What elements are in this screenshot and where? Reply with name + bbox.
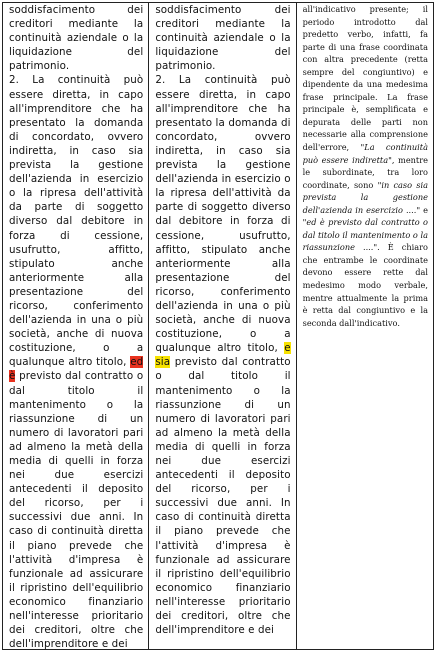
original-text-body — [9, 3, 143, 649]
commentary-quote-first-subordinate: "in caso sia prevista la gestione dell'azienda in esercizio ...." — [302, 179, 428, 215]
commentary-paragraph — [303, 3, 428, 329]
commentary-segment-2: , mentre le subordinate, tra loro coordinate, sono — [302, 154, 428, 190]
commentary-segment-1: all'indicativo presente; il periodo introdotto dal predetto verbo, infatti, fa parte di una frase coordinata con altra precedente (retta sempre del congiuntivo) e dipendente da una medesima frase principale. La frase principale è, semplificata e depurata delle parti non necessarie alla comprensione dell'errore, — [302, 4, 428, 153]
original-text-paragraph-1: soddisfacimento dei creditori mediante la continuità aziendale o la liquidazione del patrimonio. — [9, 4, 144, 73]
corrected-text-paragraph-2 — [155, 73, 290, 637]
highlight-red-ed-e: ed è — [9, 356, 144, 383]
commentary-quote-main-clause: "La continuità può essere indiretta" — [302, 142, 428, 165]
corrected-text-segment-1: 2. La continuità può essere diretta, in capo all'imprenditore che ha presentato la domanda di concordato, ovvero indiretta, in caso sia prevista la gestione dell'azienda in esercizio o la ripresa dell'attività da parte di soggetto diverso dal debitore in forza di cessione, usufrutto, affitto, stipulato anche anteriormente alla presentazione del ricorso, conferimento dell'azienda in una o più società, anche di nuova costituzione, o a qualunque altro titolo, — [155, 74, 291, 355]
commentary-quote-second-subordinate: "ed è previsto dal contratto o dal titolo il mantenimento o la riassunzione ...." — [302, 217, 428, 253]
column-original-text — [3, 3, 149, 649]
comparison-table — [2, 2, 434, 650]
corrected-text-body — [155, 3, 290, 637]
commentary-segment-4: . È chiaro che entrambe le coordinate devono essere rette dal medesimo modo verbale, mentre attualmente la prima è retta dal congiuntivo e la seconda dall'indicativo. — [302, 242, 428, 328]
column-commentary — [297, 3, 433, 649]
column-corrected-text — [149, 3, 296, 649]
corrected-text-segment-2: previsto dal contratto o dal titolo il mantenimento o la riassunzione di un numero di lavoratori pari ad almeno la metà della media di quelli in forza nei due esercizi antecedenti il deposito del ricorso, per i successivi due anni. In caso di continuità diretta il piano prevede che l'attività d'impresa è funzionale ad assicurare il ripristino dell'equilibrio economico finanziario nell'interesse prioritario dei creditori, oltre che dell'imprenditore e dei — [155, 356, 291, 637]
original-text-segment-2: previsto dal contratto o dal titolo il mantenimento o la riassunzione di un numero di lavoratori pari ad almeno la metà della media di quelli in forza nei due esercizi antecedenti il deposito del ricorso, per i successivi due anni. In caso di continuità diretta il piano prevede che l'attività d'impresa è funzionale ad assicurare il ripristino dell'equilibrio economico finanziario nell'interesse prioritario dei creditori, oltre che dell'imprenditore e dei — [9, 370, 144, 649]
highlight-yellow-e-sia: e sia — [155, 342, 291, 369]
original-text-paragraph-2 — [9, 73, 143, 649]
commentary-segment-3: e — [423, 204, 428, 215]
original-text-segment-1: 2. La continuità può essere diretta, in capo all'imprenditore che ha presentato la domanda di concordato, ovvero indiretta, in caso sia prevista la gestione dell'azienda in esercizio o la ripresa dell'attività da parte di soggetto diverso dal debitore in forza di cessione, usufrutto, affitto, stipulato anche anteriormente alla presentazione del ricorso, conferimento dell'azienda in una o più società, anche di nuova costituzione, o a qualunque altro titolo, — [9, 74, 144, 369]
corrected-text-paragraph-1: soddisfacimento dei creditori mediante la continuità aziendale o la liquidazione del patrimonio. — [155, 4, 291, 73]
